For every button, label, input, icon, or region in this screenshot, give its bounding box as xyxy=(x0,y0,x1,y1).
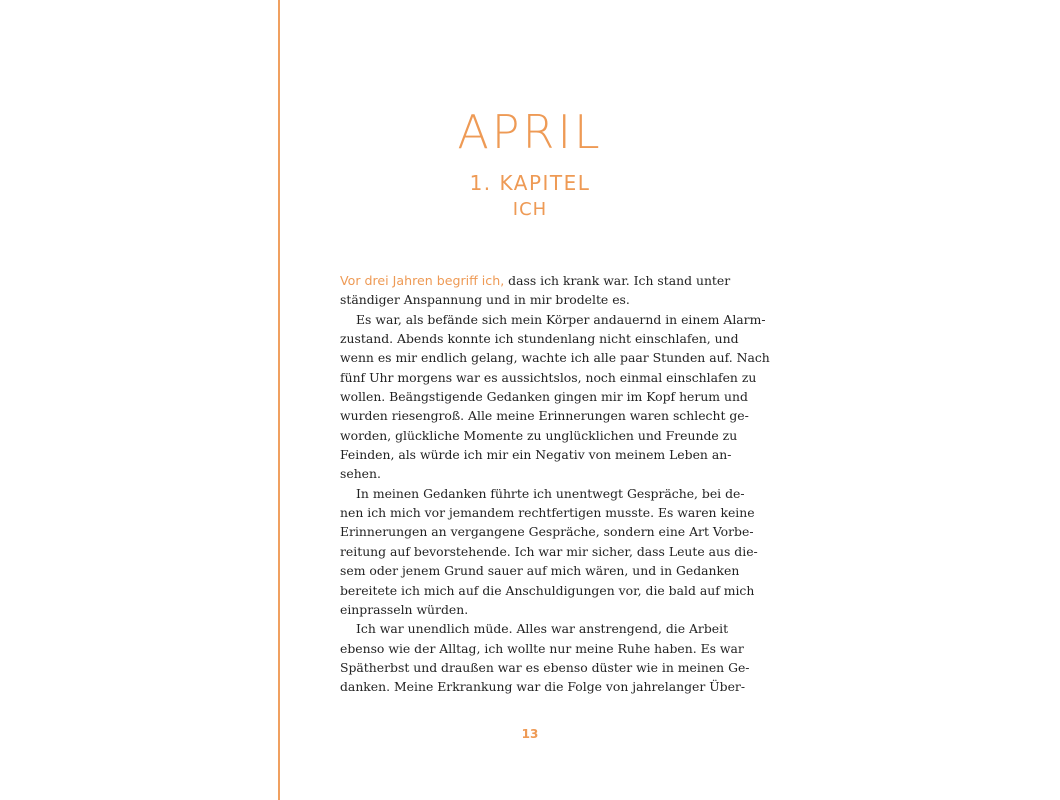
text-line: worden, glückliche Momente zu unglücklichen und Freunde zu xyxy=(340,427,738,443)
text-line: sehen. xyxy=(340,466,381,482)
chapter-number: 1. KAPITEL xyxy=(469,171,591,195)
text-line: Erinnerungen an vergangene Gespräche, sondern eine Art Vorbe- xyxy=(340,524,754,540)
text-line: wollen. Beängstigende Gedanken gingen mir im Kopf herum und xyxy=(340,389,748,405)
page-number: 13 xyxy=(521,727,539,741)
text-line: Spätherbst und draußen war es ebenso düster wie in meinen Ge- xyxy=(340,659,750,675)
text-line: wenn es mir endlich gelang, wachte ich alle paar Stunden auf. Nach xyxy=(340,350,770,366)
text-line: Es war, als befände sich mein Körper andauernd in einem Alarm- xyxy=(356,311,766,327)
text-line: nen ich mich vor jemandem rechtfertigen musste. Es waren keine xyxy=(340,505,755,521)
text-line: Ich war unendlich müde. Alles war anstrengend, die Arbeit xyxy=(356,621,729,637)
lead-in-phrase: Vor drei Jahren begriff ich, xyxy=(340,273,505,288)
text-line: danken. Meine Erkrankung war die Folge von jahrelanger Über- xyxy=(340,679,746,695)
text-line: bereitete ich mich auf die Anschuldigungen vor, die bald auf mich xyxy=(340,582,755,598)
chapter-body-text xyxy=(340,271,770,697)
text-line: ständiger Anspannung und in mir brodelte es. xyxy=(340,292,630,308)
text-line: reitung auf bevorstehende. Ich war mir sicher, dass Leute aus die- xyxy=(340,543,758,559)
text-line xyxy=(340,271,731,290)
text-line: ebenso wie der Alltag, ich wollte nur meine Ruhe haben. Es war xyxy=(340,640,744,656)
text-line: zustand. Abends konnte ich stundenlang nicht einschlafen, und xyxy=(340,331,739,347)
text-line: fünf Uhr morgens war es aussichtslos, noch einmal einschlafen zu xyxy=(340,369,757,385)
text-line: sem oder jenem Grund sauer auf mich wären, und in Gedanken xyxy=(340,563,740,579)
text-line: Feinden, als würde ich mir ein Negativ von meinem Leben an- xyxy=(340,447,732,463)
chapter-subtitle: ICH xyxy=(512,199,548,220)
text-line: wurden riesengroß. Alle meine Erinnerungen waren schlecht ge- xyxy=(340,408,749,424)
text-line: In meinen Gedanken führte ich unentwegt Gespräche, bei de- xyxy=(356,485,745,501)
chapter-month-title: APRIL xyxy=(457,105,603,159)
text-line: einprasseln würden. xyxy=(340,601,469,617)
text-line-content: dass ich krank war. Ich stand unter xyxy=(504,273,731,288)
